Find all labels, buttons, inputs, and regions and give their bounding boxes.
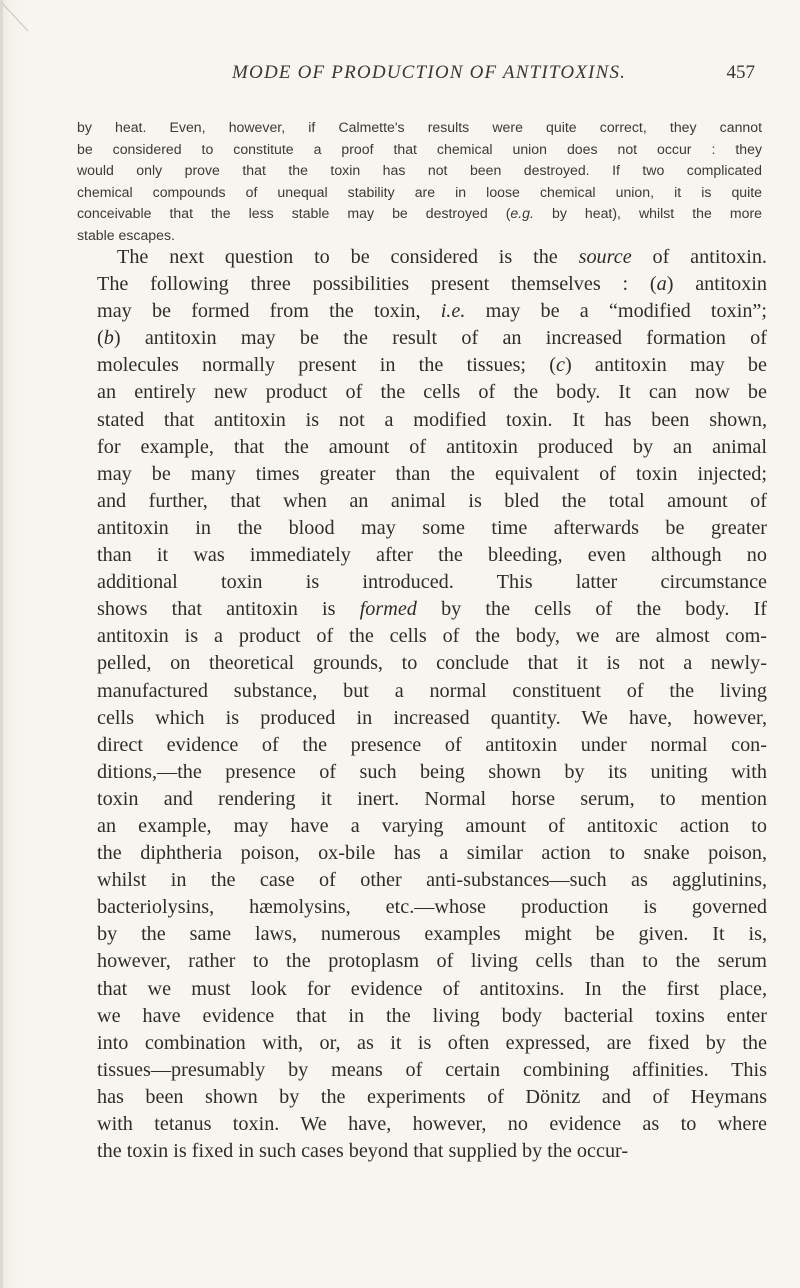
text-line: the toxin is fixed in such cases beyond that supplied by the occur- (97, 1140, 629, 1163)
running-title: MODE OF PRODUCTION OF ANTITOXINS. (232, 62, 627, 83)
text-line: The next question to be considered is the source of antitoxin. (117, 246, 767, 268)
text-line: by the same laws, numerous examples might be given. It is, (97, 923, 767, 946)
text-line: direct evidence of the presence of antitoxin under normal con- (97, 733, 767, 756)
text-line: than it was immediately after the bleeding, even although no (97, 544, 767, 567)
main-paragraph (77, 244, 767, 1165)
text-line: tissues—presumably by means of certain combining affinities. This (97, 1058, 767, 1081)
text-line: additional toxin is introduced. This latter circumstance (97, 571, 767, 594)
text-line: and further, that when an animal is bled the total amount of (97, 489, 767, 512)
text-line: (b) antitoxin may be the result of an increased formation of (97, 327, 767, 350)
text-line: chemical compounds of unequal stability are in loose chemical union, it is quite (77, 183, 762, 200)
text-line: we have evidence that in the living body bacterial toxins enter (97, 1004, 767, 1027)
italic-abbrev: e.g. (510, 205, 534, 222)
text-line: antitoxin is a product of the cells of the body, we are almost com- (97, 625, 767, 648)
text-line: however, rather to the protoplasm of living cells than to the serum (97, 950, 767, 973)
text-line: an example, may have a varying amount of antitoxic action to (97, 814, 767, 837)
text-line: with tetanus toxin. We have, however, no evidence as to where (97, 1113, 767, 1135)
text-line: be considered to constitute a proof that chemical union does not occur : they (77, 140, 762, 157)
page-gutter (0, 0, 3, 1288)
text-line: may be many times greater than the equivalent of toxin injected; (97, 462, 767, 485)
text-line: The following three possibilities present themselves : (a) antitoxin (97, 273, 767, 296)
text-line: stated that antitoxin is not a modified toxin. It has been shown, (97, 408, 767, 431)
text-line: cells which is produced in increased quantity. We have, however, (97, 706, 767, 729)
text-line: for example, that the amount of antitoxin produced by an animal (97, 435, 767, 458)
text-line: the diphtheria poison, ox-bile has a similar action to snake poison, (97, 842, 767, 865)
text-line: toxin and rendering it inert. Normal horse serum, to mention (97, 787, 767, 810)
text-line: would only prove that the toxin has not been destroyed. If two complicated (77, 162, 762, 179)
text-line: whilst in the case of other anti-substances—such as agglutinins, (97, 869, 767, 892)
text-line: by heat. Even, however, if Calmette's results were quite correct, they cannot (77, 119, 762, 135)
running-head (90, 62, 755, 90)
text-line: an entirely new product of the cells of the body. It can now be (97, 381, 767, 404)
text-line: ditions,—the presence of such being shown by its uniting with (97, 760, 767, 783)
text-line: antitoxin in the blood may some time afterwards be greater (97, 516, 767, 539)
text-line: molecules normally present in the tissues; (c) antitoxin may be (97, 354, 767, 377)
text-line: bacteriolysins, hæmolysins, etc.—whose production is governed (97, 896, 767, 919)
page-number: 457 (726, 62, 755, 83)
text-line: into combination with, or, as it is often expressed, are fixed by the (97, 1031, 767, 1054)
text-line: may be formed from the toxin, i.e. may be a “modified toxin”; (97, 300, 768, 323)
small-paragraph (77, 117, 762, 247)
text-line: has been shown by the experiments of Dönitz and of Heymans (97, 1085, 767, 1108)
text-line: manufactured substance, but a normal constituent of the living (97, 679, 767, 702)
page-corner-fold (0, 0, 40, 41)
text-line: that we must look for evidence of antitoxins. In the first place, (97, 977, 767, 1000)
text-line: stable escapes. (77, 226, 175, 243)
text-line: pelled, on theoretical grounds, to conclude that it is not a newly- (97, 652, 767, 675)
text-line: shows that antitoxin is formed by the cells of the body. If (97, 598, 767, 621)
text-line: conceivable that the less stable may be destroyed (e.g. by heat), whilst the more (77, 205, 763, 222)
